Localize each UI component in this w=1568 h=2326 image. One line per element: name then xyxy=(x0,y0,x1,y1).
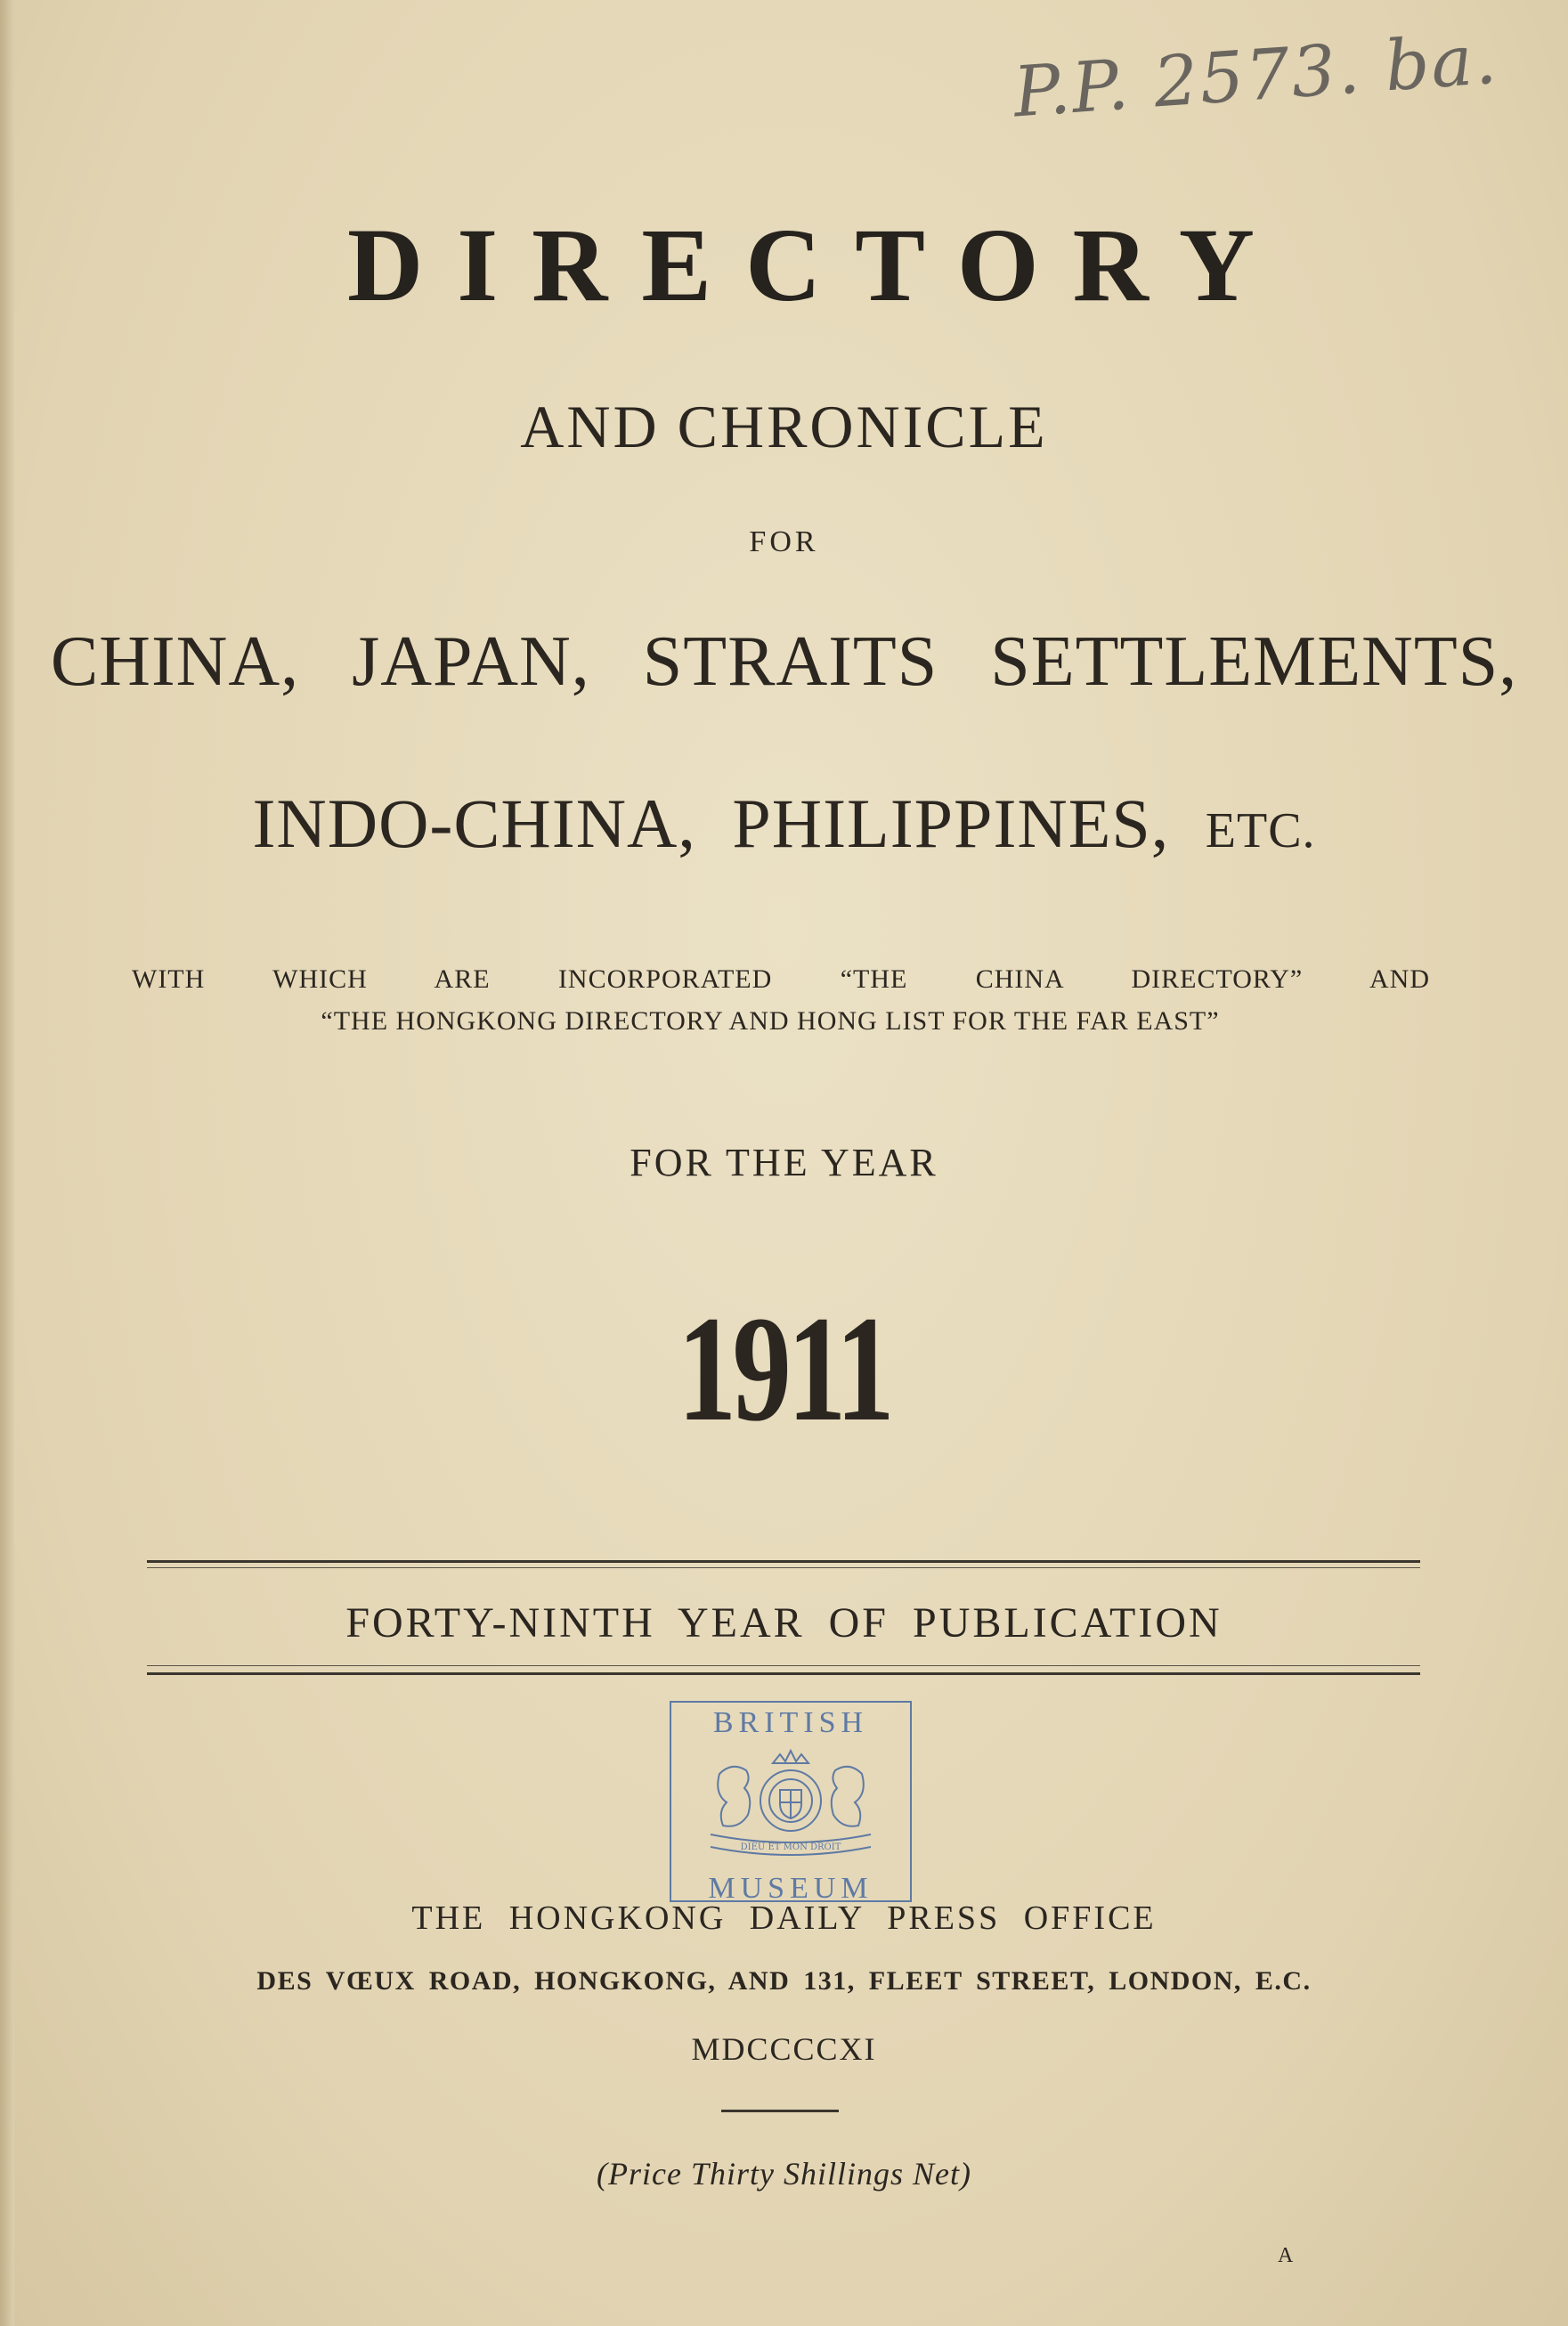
divider-rule xyxy=(147,1567,1420,1568)
divider-rule xyxy=(147,1665,1420,1666)
for-the-year-label: FOR THE YEAR xyxy=(630,1141,938,1184)
page-title: DIRECTORY xyxy=(347,207,1288,323)
publisher: THE HONGKONG DAILY PRESS OFFICE xyxy=(411,1899,1157,1937)
price: (Price Thirty Shillings Net) xyxy=(597,2156,971,2192)
short-rule xyxy=(721,2110,839,2112)
handwritten-shelfmark: P.P. 2573. ba. xyxy=(1011,19,1501,134)
stamp-motto: DIEU ET MON DROIT xyxy=(740,1842,841,1852)
countries-line-2-text: INDO-CHINA, PHILIPPINES, xyxy=(252,785,1170,862)
for-label: FOR xyxy=(749,525,819,558)
stamp-bottom-text: MUSEUM xyxy=(708,1872,873,1905)
countries-line-2 xyxy=(0,784,1568,864)
incorporated-line-2: “THE HONGKONG DIRECTORY AND HONG LIST FOR THE FAR EAST” xyxy=(321,1006,1220,1036)
royal-arms-icon xyxy=(684,1738,898,1863)
incorporated-line-1: WITH WHICH ARE INCORPORATED “THE CHINA DIRECTORY” AND xyxy=(132,964,1430,994)
signature-mark: A xyxy=(1278,2244,1294,2267)
countries-etc: ETC. xyxy=(1205,803,1316,858)
subtitle: AND CHRONICLE xyxy=(520,393,1048,460)
divider-rule xyxy=(147,1672,1420,1675)
year: 1911 xyxy=(677,1285,891,1452)
countries-line-1: CHINA, JAPAN, STRAITS SETTLEMENTS, xyxy=(50,622,1518,701)
library-stamp xyxy=(670,1701,912,1905)
publisher-address: DES VŒUX ROAD, HONGKONG, AND 131, FLEET STREET, LONDON, E.C. xyxy=(256,1966,1312,1996)
divider-rule xyxy=(147,1560,1420,1563)
publication-year: FORTY-NINTH YEAR OF PUBLICATION xyxy=(345,1599,1223,1647)
stamp-top-text: BRITISH xyxy=(712,1706,869,1739)
roman-year: MDCCCCXI xyxy=(691,2031,877,2067)
